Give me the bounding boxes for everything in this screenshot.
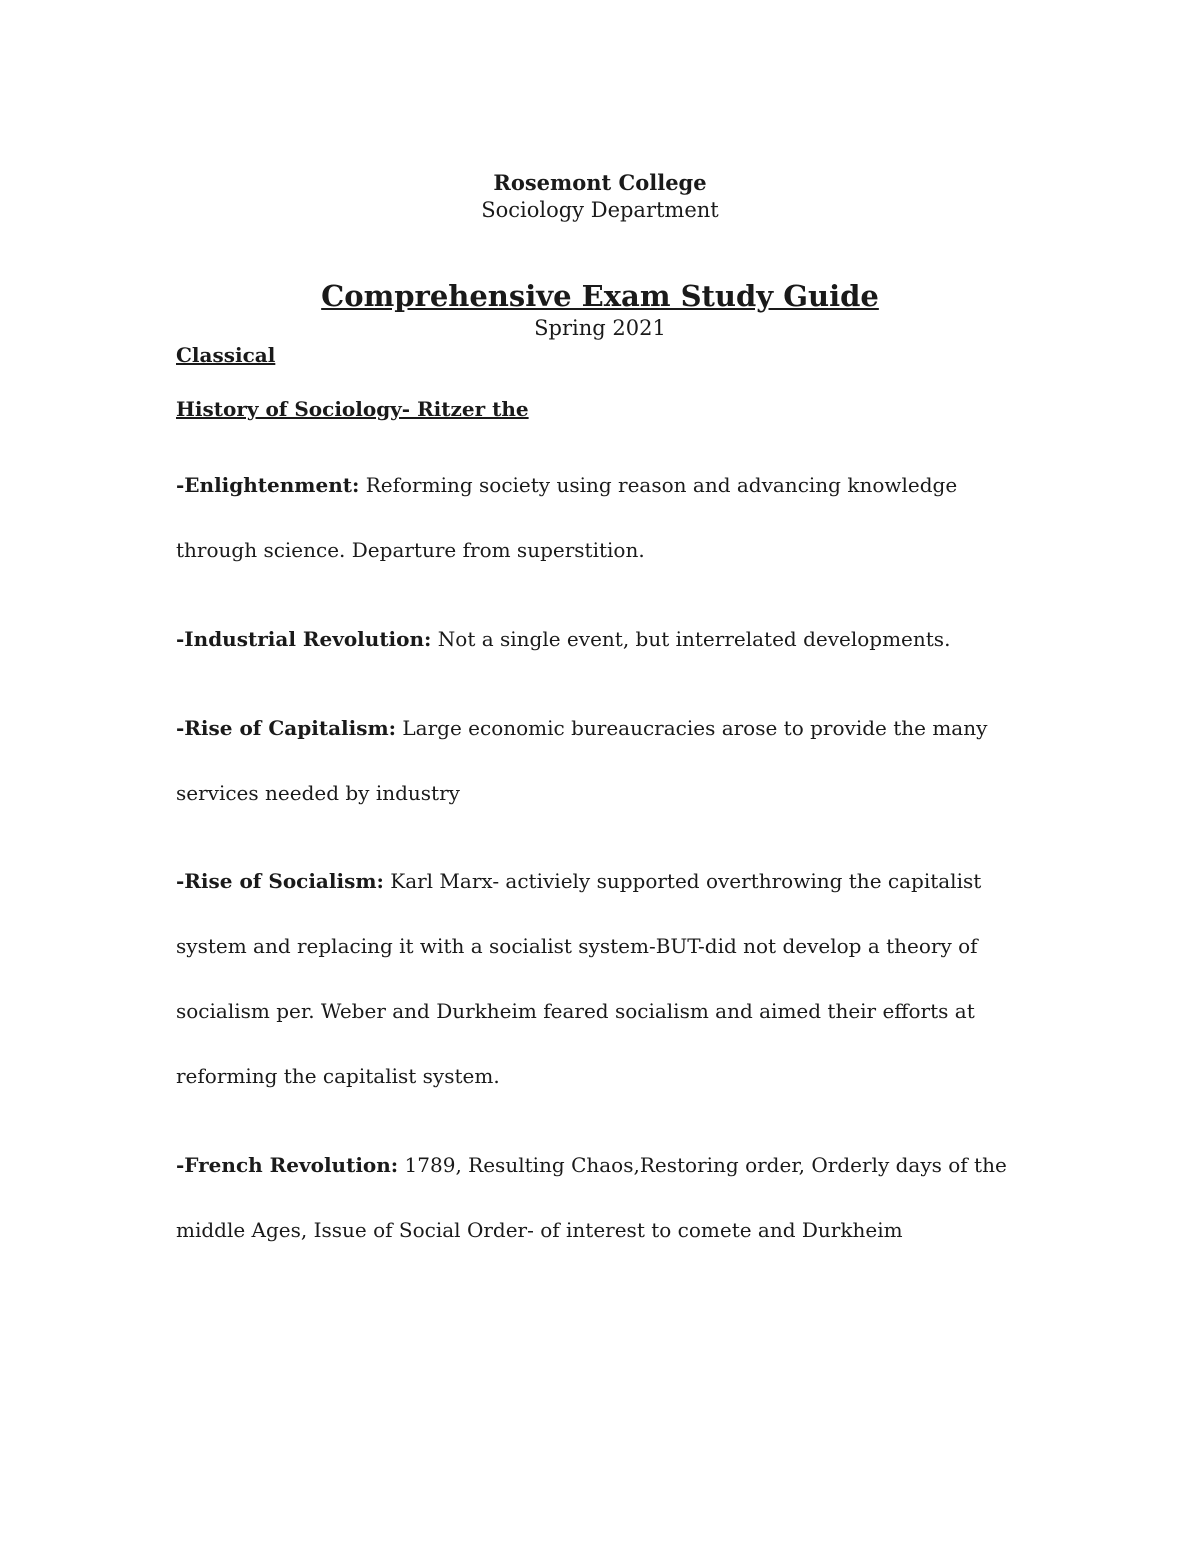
entry-text: Karl Marx- activiely supported overthrowing the capitalist system and replacing it with a socialist system-BUT-did not develop a theory of socialism per. Weber and Durkheim feared socialism and aimed their efforts at reforming the capitalist system.	[176, 869, 982, 1088]
entry-rise-of-socialism	[176, 849, 1026, 1109]
entry-rise-of-capitalism	[176, 696, 1026, 826]
entry-text: Large economic bureaucracies arose to provide the many services needed by industry	[176, 716, 988, 805]
subsection-heading: History of Sociology- Ritzer the	[176, 397, 529, 421]
document-title: Comprehensive Exam Study Guide	[321, 279, 879, 313]
entry-term: -Rise of Capitalism:	[176, 716, 397, 740]
college-name: Rosemont College	[493, 170, 707, 195]
entry-text: 1789, Resulting Chaos,Restoring order, Orderly days of the middle Ages, Issue of Social Order- of interest to comete and Durkheim	[176, 1153, 1007, 1242]
entry-term: -French Revolution:	[176, 1153, 399, 1177]
entry-text: Not a single event, but interrelated developments.	[431, 627, 951, 651]
entry-enlightenment	[176, 453, 1026, 583]
entry-industrial-revolution	[176, 607, 1026, 672]
entry-french-revolution	[176, 1133, 1026, 1263]
document-term: Spring 2021	[534, 316, 666, 340]
department-name: Sociology Department	[481, 198, 719, 222]
entry-text: Reforming society using reason and advancing knowledge through science. Departure from superstition.	[176, 473, 958, 562]
section-heading: Classical	[176, 343, 276, 367]
entry-term: -Enlightenment:	[176, 473, 360, 497]
entry-term: -Industrial Revolution:	[176, 627, 432, 651]
entry-term: -Rise of Socialism:	[176, 869, 384, 893]
